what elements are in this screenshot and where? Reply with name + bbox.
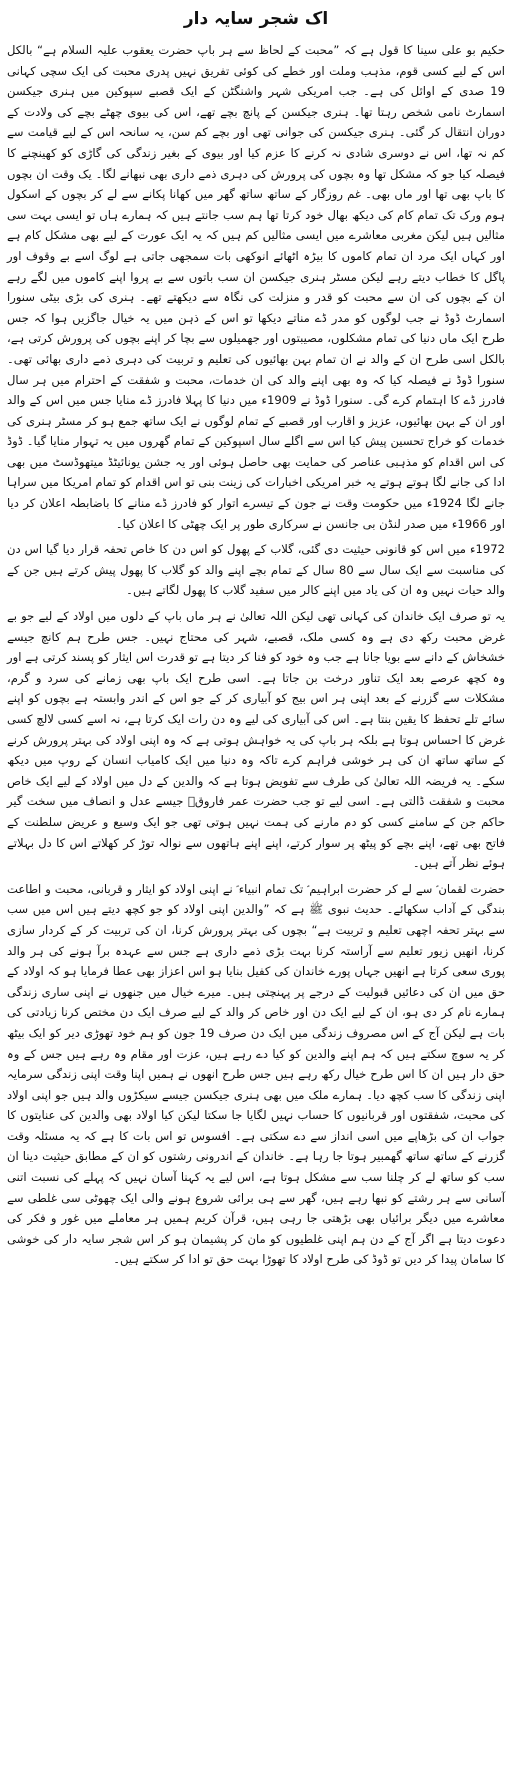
article-paragraph-2: 1972ء میں اس کو قانونی حیثیت دی گئی، گلاب کے پھول کو اس دن کا خاص تحفہ قرار دیا گیا اس دن کی مناسبت سے ایک سال سے 80 سال کے تمام بچے اپنے والد کو گلاب کا پھول پیش کرتے ہیں جن کے والد حیات نہیں وہ ان کی یاد میں اپنے کالر میں سفید گلاب کا پھول لگاتے ہیں۔ [7,542,505,598]
article-paragraph-1: حکیم بو علی سینا کا قول ہے کہ ”محبت کے لحاظ سے ہر باپ حضرت یعقوب علیہ السلام ہے“ بالکل اس کے لیے کسی قوم، مذہب وملت اور خطے کی کوئی تفریق نہیں پدری محبت کی ایک سچی کہانی 19 صدی کے اوائل کی ہے۔ جب امریکی شہر واشنگٹن کے ایک قصبے سپوکین میں ہنری جیکسن اسمارٹ نامی شخص رہتا تھا۔ ہنری جیکسن کے پانچ بچے تھے، اس کی بیوی چھٹے بچے کی ولادت کے دوران انتقال کر گئی۔ ہنری جیکسن کی جوانی تھی اور بچے کم سن، یہ سانحہ اس کے لیے قیامت سے کم نہ تھا، اس نے دوسری شادی نہ کرنے کا عزم کیا اور بیوی کے بغیر زندگی کی گاڑی کو کھینچنے کا فیصلہ کیا جو کہ مشکل تھا وہ بچوں کی پرورش کی دہری ذمے داری بھی نبھانے لگا۔ یک وقت ان بچوں کا باپ بھی تھا اور ماں بھی۔ غم روزگار کے ساتھ ساتھ گھر میں کھانا پکانے سے لے کر بچوں کے اسکول ہوم ورک تک تمام کام کی دیکھ بھال خود کرتا تھا ہم سب جانتے ہیں کہ ہمارے ہاں تو ایسی بہت سی مثالیں ہیں لیکن مغربی معاشرے میں ایسی مثالیں کم ہیں کہ یہ ایک عورت کے لیے بھی مشکل کام ہے اور کہاں ایک مرد ان تمام کاموں کا بیڑہ اٹھائے انوکھی بات سمجھی جاتی ہے لوگ اسے بے وقوف اور پاگل کا خطاب دیتے رہے لیکن مسٹر ہنری جیکسن ان سب باتوں سے بے پروا اپنے کاموں میں لگے رہے ان کے بچوں کی ان سے محبت کو قدر و منزلت کی نگاہ سے دیکھتے تھے۔ ہنری کی بڑی بیٹی سنورا اسمارٹ ڈوڈ نے جب لوگوں کو مدر ڈے مناتے دیکھا تو اس کے ذہن میں یہ خیال جاگزیں ہوا کہ جس طرح ایک ماں دنیا کی تمام مشکلوں، مصیبتوں اور جھمیلوں سے بچا کر اپنے بچوں کی پرورش کرتی ہے، بالکل اسی طرح ان کے والد نے ان تمام بہن بھائیوں کی تعلیم و تربیت کی دہری ذمے داری بھائی تھی۔ سنورا ڈوڈ نے فیصلہ کیا کہ وہ بھی اپنے والد کی ان خدمات، محبت و شفقت کے احترام میں ہر سال فادرز ڈے کا اہتمام کرے گی۔ سنورا ڈوڈ نے 1909ء میں دنیا کا پہلا فادرز ڈے منایا جس میں اس کے والد اور ان کے بہن بھائیوں، عزیز و اقارب اور قصبے کے تمام لوگوں نے ایک ساتھ جمع ہو کر مسٹر ہنری کی خدمات کو خراج تحسین پیش کیا اس سے اگلے سال اسپوکین کے تمام گھروں میں یہ تہوار منایا گیا۔ ڈوڈ کی اس اقدام کو مذہبی عناصر کی حمایت بھی حاصل ہوئی اور یہ جشن یونائیٹڈ میتھوڈسٹ میں بھی ادا کی جانے لگا ہوتے ہوتے یہ خبر امریکی اخبارات کی زینت بنی تو اس اقدام کو تمام امریکا میں سراہا جانے لگا 1924ء میں حکومت وقت نے جون کے تیسرے اتوار کو فادرز ڈے منانے کا باضابطہ اعلان کر دیا اور 1966ء میں صدر لنڈن بی جانسن نے سرکاری طور پر ایک چھٹی کا اعلان کیا۔ [7,43,506,531]
article-paragraph-3: یہ تو صرف ایک خاندان کی کہانی تھی لیکن اللہ تعالیٰ نے ہر ماں باپ کے دلوں میں اولاد کے لیے جو بے غرض محبت رکھ دی ہے وہ کسی ملک، قصبے، شہر کی محتاج نہیں۔ جس طرح ہم کانچ جیسے خشخاش کے دانے سے بویا جانا ہے جب وہ خود کو فنا کر دیتا ہے تو قدرت اس ایثار کو پسند کرتی ہے اور وہ کچھ عرصے بعد ایک تناور درخت بن جاتا ہے۔ اسی طرح ایک باپ بھی زمانے کی سرد و گرم، مشکلات سے گزرنے کے بعد اپنی ہر اس بیج کو آبیاری کر کے جو اس کے اندر وابستہ ہے بچوں کو اپنے سائے تلے تحفظ کا یقین بنتا ہے۔ اس کی آبیاری کی لیے وہ دن رات ایک کرتا ہے، نہ اسے کسی لالچ کسی غرض کا احساس ہوتا ہے بلکہ ہر باپ کی یہ خواہش ہوتی ہے کہ وہ اپنی اولاد کی بہتر پرورش کرنے کے ساتھ ساتھ ان کی ہر خوشی فراہم کرے تاکہ وہ دنیا میں ایک کامیاب انسان کے روپ میں دیکھ سکے۔ یہ فریضہ اللہ تعالیٰ کی طرف سے تفویض ہوتا ہے کہ والدین کے دل میں اولاد کے لیے ایک خاص محبت و شفقت ڈالتی ہے۔ اسی لیے تو جب حضرت عمر فاروقؓ جیسے عدل و انصاف میں سخت گیر حاکم جن کے سامنے کسی کو دم مارنے کی ہمت نہیں ہوتی تھی جو ایک وسیع و عریض سلطنت کے فاتح بھی تھے، اپنے بچے کو پیٹھ پر سوار کرتے، اپنے اپنے ہاتھوں سے نوالہ توڑ کر کھلاتے اس کا دل بہلاتے ہوئے نظر آتے ہیں۔ [7,609,505,871]
article-title: اک شجر سایہ دار [183,9,329,29]
article-paragraph-4: حضرت لقمان ؑ سے لے کر حضرت ابراہیم ؑ تک تمام انبیاء ؑ نے اپنی اولاد کو ایثار و قربانی، محبت و اطاعت بندگی کے آداب سکھائے۔ حدیث نبوی ﷺ ہے کہ ”والدین اپنی اولاد کو جو کچھ دیتے ہیں اس میں سب سے بہتر تحفہ اچھی تعلیم و تربیت ہے“ بچوں کی بہتر پرورش کرنا، ان کی تربیت کر کے کردار سازی کرنا، انھیں زیور تعلیم سے آراستہ کرنا بہت بڑی ذمے داری ہے جس سے عہدہ برآ ہونے کی ہر والد پوری سعی کرتا ہے انھیں جہاں پورے خاندان کی کفیل بنایا ہو اس اعزاز بھی عطا فرمایا ہو کہ اولاد کے حق میں ان کی دعائیں قبولیت کے درجے پر پہنچتی ہیں۔ میرے خیال میں جنھوں نے اپنی ساری زندگی ہمارے نام کر دی ہو، ان کے لیے ایک دن اور خاص کر والد کے لیے صرف ایک دن مختص کرنا زیادتی کی بات ہے لیکن آج کے اس مصروف زندگی میں ایک دن صرف 19 جون کو ہم خود تھوڑی دیر کو ایک بیٹھ کر یہ سوچ سکتے ہیں کہ ہم اپنے والدین کو کیا دے رہے ہیں، عزت اور مقام وہ رہے ہیں جس کے وہ حق دار ہیں ان کا اس طرح خیال رکھ رہے ہیں جس طرح انھوں نے ہمیں اپنا وقت اپنی زندگی سرمایہ اپنی زندگی کا سب کچھ دیا۔ ہمارے ملک میں بھی ہنری جیکسن جیسے سیکڑوں والد ہیں جو اپنی اولاد کی محبت، شفقتوں اور قربانیوں کا حساب نہیں لگایا جا سکتا لیکن کیا اولاد بھی والدین کی عنایتوں کا جواب ان کی بڑھاپے میں اسی انداز سے دے سکتی ہے۔ افسوس تو اس بات کا ہے کہ یہ مسئلہ وقت گزرنے کے ساتھ ساتھ گھمبیر ہوتا جا رہا ہے۔ خاندان کے اندرونی رشتوں کو ان کے مطابق حیثیت دینا ان سب کو ساتھ لے کر چلنا سب سے مشکل ہوتا ہے، اس لیے یہ کہنا آسان نہیں کہ پہلے کی نسبت اتنی آسانی سے ہر رشتے کو نبھا رہے ہیں، گھر سے ہی برائی شروع ہونے والی ایک چھوٹی سی غلطی سے معاشرے میں دیگر برائیاں بھی بڑھتی جا رہی ہیں، قرآن کریم ہمیں ہر معاملے میں غور و فکر کی دعوت دیتا ہے اگر آج کے دن ہم اپنی غلطیوں کو مان کر پشیمان ہو کر اس شجر سایہ دار کی خوشی کا سامان پیدا کر دیں تو ڈوڈ کی طرح اولاد کا تھوڑا بہت حق تو ادا کر سکتے ہیں۔ [7,881,505,1267]
